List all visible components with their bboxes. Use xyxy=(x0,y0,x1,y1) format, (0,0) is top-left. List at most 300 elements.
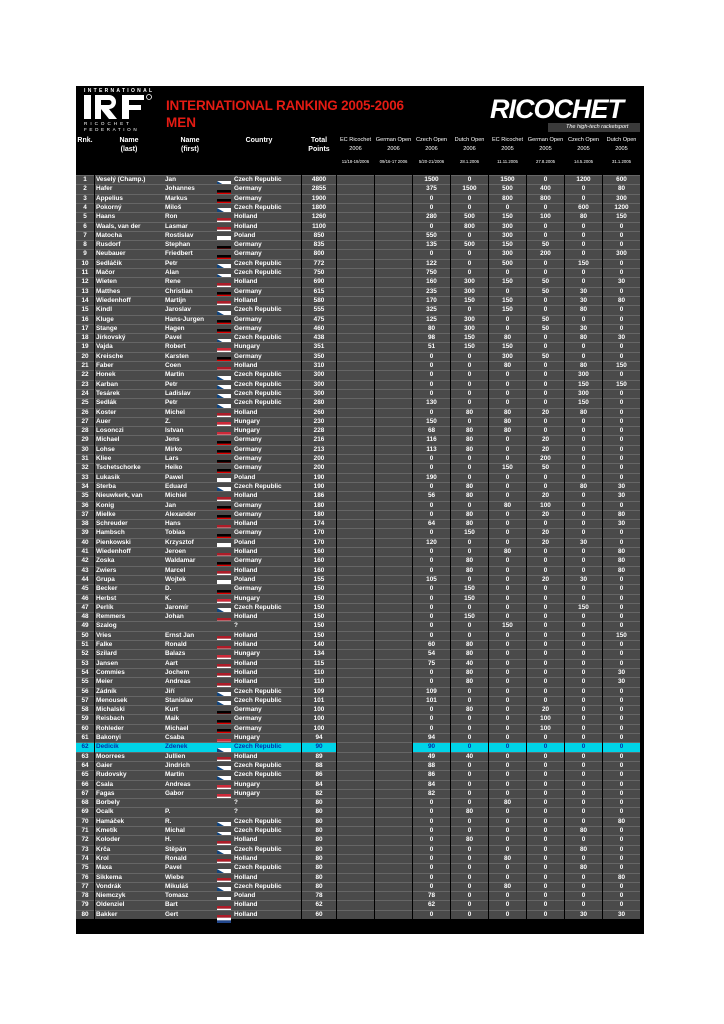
event-points-cell xyxy=(375,333,412,343)
rank-cell: 42 xyxy=(76,556,94,566)
country-flag-icon xyxy=(217,901,231,909)
event-points-cell xyxy=(337,324,374,334)
event-points-cell: 0 xyxy=(565,668,602,678)
event-points-cell: 0 xyxy=(527,389,564,399)
first-name-cell: Martijn xyxy=(164,296,217,306)
event-points-cell xyxy=(337,724,374,734)
total-points-cell: 80 xyxy=(302,882,336,892)
first-name-cell: Istvan xyxy=(164,426,217,436)
table-row xyxy=(76,249,644,258)
first-name-cell: Stephan xyxy=(164,240,217,250)
event-points-cell xyxy=(337,584,374,594)
country-cell: Czech Republic xyxy=(217,817,301,827)
last-name-cell: Haans xyxy=(95,212,164,222)
last-name-cell: Vries xyxy=(95,631,164,641)
country-flag-icon xyxy=(217,854,231,862)
event-points-cell xyxy=(375,845,412,855)
rank-cell: 72 xyxy=(76,835,94,845)
col-rank: Rnk. xyxy=(77,137,93,144)
last-name-cell: Sedlák xyxy=(95,398,164,408)
last-name-cell: Fagas xyxy=(95,789,164,799)
event-points-cell: 150 xyxy=(413,417,450,427)
country-flag-icon xyxy=(217,817,231,825)
country-flag-icon xyxy=(217,687,231,695)
event-points-cell: 0 xyxy=(527,175,564,185)
event-points-cell xyxy=(375,519,412,529)
total-points-cell: 180 xyxy=(302,510,336,520)
event-points-cell: 0 xyxy=(527,733,564,743)
rank-cell: 59 xyxy=(76,714,94,724)
event-points-cell: 122 xyxy=(413,259,450,269)
rank-cell: 69 xyxy=(76,807,94,817)
event-points-cell: 1500 xyxy=(451,184,488,194)
rank-cell: 79 xyxy=(76,900,94,910)
event-points-cell: 49 xyxy=(413,752,450,762)
total-points-cell: 78 xyxy=(302,891,336,901)
event-points-cell: 0 xyxy=(413,408,450,418)
event-points-cell: 0 xyxy=(603,863,640,873)
event-points-cell xyxy=(375,547,412,557)
last-name-cell: Rudovsky xyxy=(95,770,164,780)
table-row xyxy=(76,398,644,407)
event-points-cell: 0 xyxy=(603,900,640,910)
event-points-cell: 0 xyxy=(565,249,602,259)
event-points-cell: 0 xyxy=(413,547,450,557)
event-points-cell: 0 xyxy=(413,631,450,641)
event-points-cell: 150 xyxy=(603,631,640,641)
rank-cell: 15 xyxy=(76,305,94,315)
event-points-cell: 0 xyxy=(565,770,602,780)
event-points-cell: 0 xyxy=(527,426,564,436)
event-points-cell xyxy=(337,612,374,622)
event-points-cell: 0 xyxy=(489,677,526,687)
event-points-cell: 0 xyxy=(489,594,526,604)
event-points-cell: 0 xyxy=(565,501,602,511)
event-points-cell: 0 xyxy=(451,621,488,631)
event-points-cell xyxy=(337,203,374,213)
event-points-cell: 30 xyxy=(603,668,640,678)
event-points-cell: 0 xyxy=(527,566,564,576)
country-flag-icon xyxy=(217,538,231,546)
event-points-cell: 0 xyxy=(489,668,526,678)
event-points-cell: 0 xyxy=(451,817,488,827)
event-points-cell: 60 xyxy=(413,640,450,650)
event-points-cell: 0 xyxy=(451,891,488,901)
event-points-cell: 0 xyxy=(603,798,640,808)
event-points-cell: 0 xyxy=(565,854,602,864)
total-points-cell: 150 xyxy=(302,621,336,631)
event-points-cell xyxy=(375,538,412,548)
total-points-cell: 160 xyxy=(302,566,336,576)
country-flag-icon xyxy=(217,492,231,500)
event-points-cell: 0 xyxy=(413,863,450,873)
first-name-cell: Jan xyxy=(164,175,217,185)
total-points-cell: 1800 xyxy=(302,203,336,213)
country-cell: Germany xyxy=(217,556,301,566)
total-points-cell: 80 xyxy=(302,845,336,855)
last-name-cell: Kmetík xyxy=(95,826,164,836)
country-cell: Holland xyxy=(217,677,301,687)
event-points-cell xyxy=(337,780,374,790)
event-points-cell: 101 xyxy=(413,696,450,706)
table-row xyxy=(76,175,644,184)
event-points-cell xyxy=(375,556,412,566)
event-points-cell: 0 xyxy=(451,761,488,771)
event-points-cell: 0 xyxy=(413,835,450,845)
event-points-cell: 0 xyxy=(413,798,450,808)
event-points-cell: 0 xyxy=(603,324,640,334)
last-name-cell: Ocalk xyxy=(95,807,164,817)
rank-cell: 19 xyxy=(76,342,94,352)
event-points-cell: 0 xyxy=(527,752,564,762)
country-cell: Czech Republic xyxy=(217,882,301,892)
event-points-cell: 20 xyxy=(527,445,564,455)
event-points-cell: 0 xyxy=(565,621,602,631)
event-points-cell xyxy=(375,835,412,845)
first-name-cell: Robert xyxy=(164,342,217,352)
rank-cell: 65 xyxy=(76,770,94,780)
event-points-cell xyxy=(337,259,374,269)
country-flag-icon xyxy=(217,222,231,230)
event-points-cell: 0 xyxy=(489,538,526,548)
total-points-cell: 150 xyxy=(302,594,336,604)
first-name-cell: D. xyxy=(164,584,217,594)
table-row xyxy=(76,556,644,565)
last-name-cell: Wiedenhoff xyxy=(95,547,164,557)
total-points-cell: 438 xyxy=(302,333,336,343)
total-points-cell: 160 xyxy=(302,556,336,566)
country-cell: Czech Republic xyxy=(217,761,301,771)
event-points-cell xyxy=(337,510,374,520)
rank-cell: 70 xyxy=(76,817,94,827)
rank-cell: 49 xyxy=(76,621,94,631)
event-points-cell: 0 xyxy=(565,594,602,604)
event-points-cell: 0 xyxy=(603,696,640,706)
event-points-cell: 190 xyxy=(413,473,450,483)
event-points-cell: 50 xyxy=(527,463,564,473)
country-flag-icon xyxy=(217,306,231,314)
event-points-cell: 800 xyxy=(489,194,526,204)
table-row xyxy=(76,882,644,891)
country-cell: Poland xyxy=(217,575,301,585)
total-points-cell: 110 xyxy=(302,668,336,678)
event-points-cell: 80 xyxy=(565,212,602,222)
event-points-cell xyxy=(375,575,412,585)
total-points-cell: 230 xyxy=(302,417,336,427)
event-points-cell: 80 xyxy=(489,882,526,892)
total-points-cell: 4800 xyxy=(302,175,336,185)
event-points-cell: 51 xyxy=(413,342,450,352)
rank-cell: 51 xyxy=(76,640,94,650)
total-points-cell: 115 xyxy=(302,659,336,669)
last-name-cell: Michael xyxy=(95,435,164,445)
event-points-cell: 0 xyxy=(603,724,640,734)
country-cell: Czech Republic xyxy=(217,742,301,752)
total-points-cell: 555 xyxy=(302,305,336,315)
event-points-cell: 0 xyxy=(413,370,450,380)
event-points-cell xyxy=(337,249,374,259)
event-points-cell: 0 xyxy=(603,603,640,613)
event-points-cell: 0 xyxy=(527,333,564,343)
event-points-cell: 0 xyxy=(603,714,640,724)
rank-cell: 32 xyxy=(76,463,94,473)
event-points-cell xyxy=(375,584,412,594)
event-points-cell: 130 xyxy=(413,398,450,408)
event-points-cell: 0 xyxy=(565,268,602,278)
event-points-cell xyxy=(337,687,374,697)
event-points-cell: 0 xyxy=(451,742,488,752)
event-points-cell xyxy=(375,268,412,278)
event-points-cell xyxy=(375,380,412,390)
first-name-cell: Jiří xyxy=(164,687,217,697)
country-cell: Hungary xyxy=(217,417,301,427)
event-points-cell: 0 xyxy=(527,547,564,557)
event-points-cell xyxy=(337,752,374,762)
event-points-cell xyxy=(375,501,412,511)
table-row xyxy=(76,315,644,324)
rank-cell: 53 xyxy=(76,659,94,669)
event-points-cell: 0 xyxy=(489,705,526,715)
event-points-cell xyxy=(337,575,374,585)
event-points-cell xyxy=(375,435,412,445)
rank-cell: 29 xyxy=(76,435,94,445)
total-points-cell: 62 xyxy=(302,900,336,910)
event-points-cell: 80 xyxy=(603,556,640,566)
first-name-cell: Wiebe xyxy=(164,873,217,883)
event-points-cell: 0 xyxy=(565,882,602,892)
country-flag-icon xyxy=(217,631,231,639)
event-points-cell: 0 xyxy=(489,491,526,501)
country-flag-icon xyxy=(217,259,231,267)
event-points-cell: 0 xyxy=(413,454,450,464)
last-name-cell: Veselý (Champ.) xyxy=(95,175,164,185)
first-name-cell: Mikuláš xyxy=(164,882,217,892)
first-name-cell: Zdenek xyxy=(164,742,217,752)
col-event-5: EC Ricochet 2005 11.11.2005 xyxy=(491,137,524,164)
rank-cell: 26 xyxy=(76,408,94,418)
country-flag-icon xyxy=(217,436,231,444)
first-name-cell: Miloš xyxy=(164,203,217,213)
country-cell: Czech Republic xyxy=(217,687,301,697)
event-points-cell: 0 xyxy=(413,854,450,864)
first-name-cell: Kurt xyxy=(164,705,217,715)
country-cell: Hungary xyxy=(217,789,301,799)
event-points-cell: 0 xyxy=(451,733,488,743)
rank-cell: 22 xyxy=(76,370,94,380)
event-points-cell: 0 xyxy=(413,222,450,232)
event-points-cell: 0 xyxy=(451,454,488,464)
last-name-cell: Remmers xyxy=(95,612,164,622)
table-row xyxy=(76,640,644,649)
event-points-cell: 0 xyxy=(565,547,602,557)
event-points-cell: 0 xyxy=(603,854,640,864)
event-points-cell: 0 xyxy=(565,184,602,194)
event-points-cell: 0 xyxy=(565,798,602,808)
event-points-cell: 0 xyxy=(565,677,602,687)
table-row xyxy=(76,631,644,640)
col-country: Country xyxy=(245,137,273,144)
first-name-cell: Karsten xyxy=(164,352,217,362)
event-points-cell: 0 xyxy=(565,435,602,445)
last-name-cell: Niemczyk xyxy=(95,891,164,901)
event-points-cell xyxy=(375,780,412,790)
event-points-cell: 0 xyxy=(603,882,640,892)
first-name-cell: Pawel xyxy=(164,473,217,483)
total-points-cell: 88 xyxy=(302,761,336,771)
rank-cell: 31 xyxy=(76,454,94,464)
last-name-cell: Auer xyxy=(95,417,164,427)
event-points-cell: 56 xyxy=(413,491,450,501)
event-points-cell xyxy=(375,287,412,297)
event-points-cell: 0 xyxy=(565,231,602,241)
event-points-cell xyxy=(337,677,374,687)
first-name-cell xyxy=(164,621,217,631)
event-points-cell: 80 xyxy=(603,547,640,557)
country-cell: Holland xyxy=(217,566,301,576)
first-name-cell: Tobias xyxy=(164,528,217,538)
event-points-cell: 0 xyxy=(565,566,602,576)
last-name-cell: Sikkema xyxy=(95,873,164,883)
event-points-cell: 80 xyxy=(489,547,526,557)
table-row xyxy=(76,677,644,686)
last-name-cell: Wiedenhoff xyxy=(95,296,164,306)
event-points-cell: 0 xyxy=(527,780,564,790)
col-event-8: Dutch Open 2005 31.1.2005 xyxy=(606,137,637,164)
last-name-cell: Äppelius xyxy=(95,194,164,204)
country-flag-icon xyxy=(217,594,231,602)
event-points-cell xyxy=(337,370,374,380)
table-row xyxy=(76,277,644,286)
rank-cell: 64 xyxy=(76,761,94,771)
total-points-cell: 80 xyxy=(302,807,336,817)
event-points-cell xyxy=(337,426,374,436)
event-points-cell xyxy=(337,473,374,483)
event-points-cell: 0 xyxy=(489,900,526,910)
event-points-cell: 0 xyxy=(565,315,602,325)
event-points-cell xyxy=(337,538,374,548)
event-points-cell: 0 xyxy=(603,594,640,604)
event-points-cell: 750 xyxy=(413,268,450,278)
event-points-cell: 0 xyxy=(527,789,564,799)
table-row xyxy=(76,891,644,900)
rank-cell: 30 xyxy=(76,445,94,455)
table-row xyxy=(76,259,644,268)
event-points-cell: 80 xyxy=(451,519,488,529)
last-name-cell: Matthes xyxy=(95,287,164,297)
event-points-cell: 0 xyxy=(527,342,564,352)
event-points-cell: 0 xyxy=(527,649,564,659)
event-points-cell: 0 xyxy=(527,584,564,594)
event-points-cell: 0 xyxy=(565,789,602,799)
event-points-cell xyxy=(337,621,374,631)
event-points-cell: 300 xyxy=(451,277,488,287)
event-points-cell: 1200 xyxy=(603,203,640,213)
event-points-cell: 0 xyxy=(603,584,640,594)
rank-cell: 62 xyxy=(76,742,94,752)
event-points-cell: 0 xyxy=(451,687,488,697)
event-points-cell: 0 xyxy=(527,603,564,613)
last-name-cell: Pokorný xyxy=(95,203,164,213)
event-points-cell: 0 xyxy=(527,817,564,827)
total-points-cell: 1900 xyxy=(302,194,336,204)
event-points-cell: 0 xyxy=(489,845,526,855)
event-points-cell xyxy=(337,789,374,799)
event-points-cell: 0 xyxy=(527,305,564,315)
total-points-cell: 350 xyxy=(302,352,336,362)
table-row xyxy=(76,510,644,519)
first-name-cell: Rostislav xyxy=(164,231,217,241)
first-name-cell: Bart xyxy=(164,900,217,910)
event-points-cell: 40 xyxy=(451,752,488,762)
total-points-cell: 82 xyxy=(302,789,336,799)
last-name-cell: Rusdorf xyxy=(95,240,164,250)
rank-cell: 28 xyxy=(76,426,94,436)
total-points-cell: 134 xyxy=(302,649,336,659)
event-points-cell: 600 xyxy=(603,175,640,185)
event-points-cell: 0 xyxy=(527,770,564,780)
event-points-cell: 20 xyxy=(527,705,564,715)
event-points-cell: 0 xyxy=(603,845,640,855)
col-event-2: German Open 2006 09/16-17 2006 xyxy=(375,137,412,164)
event-points-cell: 0 xyxy=(451,370,488,380)
event-points-cell: 0 xyxy=(565,445,602,455)
last-name-cell: Sedláčik xyxy=(95,259,164,269)
event-points-cell: 0 xyxy=(451,575,488,585)
event-points-cell xyxy=(375,687,412,697)
table-row xyxy=(76,342,644,351)
event-points-cell: 0 xyxy=(413,463,450,473)
event-points-cell: 150 xyxy=(603,361,640,371)
country-flag-icon xyxy=(217,706,231,714)
country-cell: Germany xyxy=(217,352,301,362)
rank-cell: 7 xyxy=(76,231,94,241)
total-points-cell: 160 xyxy=(302,547,336,557)
event-points-cell xyxy=(375,826,412,836)
event-points-cell: 30 xyxy=(603,519,640,529)
event-points-cell: 0 xyxy=(527,882,564,892)
total-points-cell: 60 xyxy=(302,910,336,920)
country-flag-icon xyxy=(217,501,231,509)
event-points-cell: 170 xyxy=(413,296,450,306)
table-row xyxy=(76,528,644,537)
rank-cell: 9 xyxy=(76,249,94,259)
event-points-cell: 0 xyxy=(565,649,602,659)
table-row xyxy=(76,705,644,714)
event-points-cell xyxy=(375,733,412,743)
event-points-cell: 80 xyxy=(489,361,526,371)
total-points-cell: 186 xyxy=(302,491,336,501)
rank-cell: 13 xyxy=(76,287,94,297)
event-points-cell: 1500 xyxy=(413,175,450,185)
irf-logo xyxy=(82,88,158,132)
event-points-cell xyxy=(375,863,412,873)
rank-cell: 11 xyxy=(76,268,94,278)
event-points-cell: 300 xyxy=(565,370,602,380)
country-cell: Holland xyxy=(217,910,301,920)
country-flag-icon xyxy=(217,362,231,370)
country-flag-icon xyxy=(217,380,231,388)
table-row xyxy=(76,807,644,816)
rank-cell: 21 xyxy=(76,361,94,371)
rank-cell: 10 xyxy=(76,259,94,269)
country-flag-icon xyxy=(217,789,231,797)
event-points-cell: 0 xyxy=(603,463,640,473)
event-points-cell: 0 xyxy=(527,826,564,836)
event-points-cell: 0 xyxy=(565,556,602,566)
last-name-cell: Michalski xyxy=(95,705,164,715)
event-points-cell: 300 xyxy=(451,287,488,297)
country-cell: Holland xyxy=(217,640,301,650)
